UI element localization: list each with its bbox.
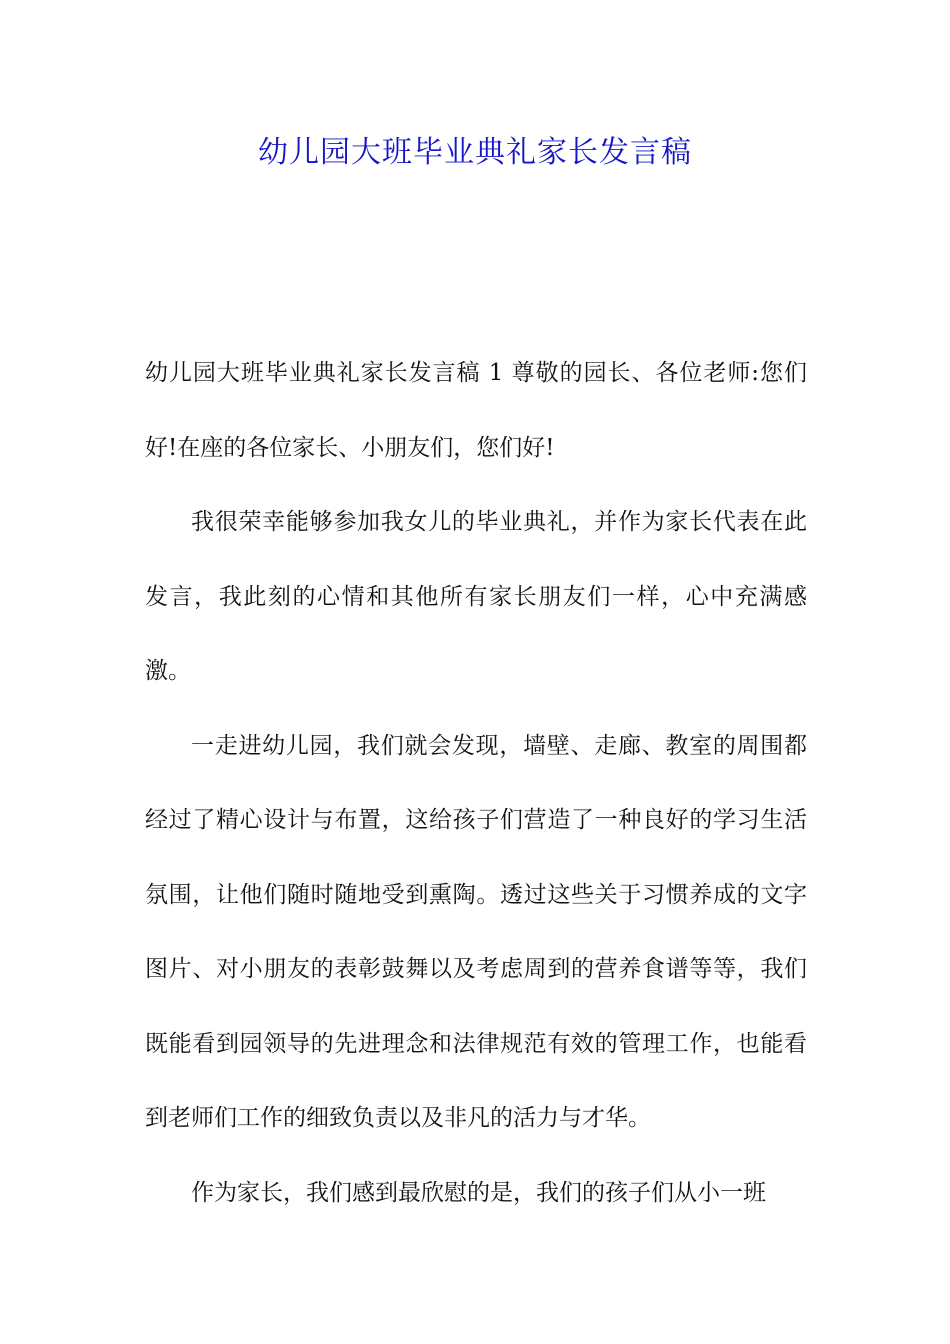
document-title: 幼儿园大班毕业典礼家长发言稿 — [258, 135, 692, 170]
paragraph-2: 我很荣幸能够参加我女儿的毕业典礼，并作为家长代表在此发言，我此刻的心情和其他所有家长朋友们一样，心中充满感激。 — [145, 509, 807, 684]
paragraph-3: 一走进幼儿园，我们就会发现，墙壁、走廊、教室的周围都经过了精心设计与布置，这给孩子们营造了一种良好的学习生活氛围，让他们随时随地受到熏陶。透过这些关于习惯养成的文字图片、对小朋友的表彰鼓舞以及考虑周到的营养食谱等等，我们既能看到园领导的先进理念和法律规范有效的管理工作，也能看到老师们工作的细致负责以及非凡的活力与才华。 — [145, 732, 807, 1131]
paragraph-1: 幼儿园大班毕业典礼家长发言稿 1 尊敬的园长、各位老师:您们好!在座的各位家长、小朋友们，您们好! — [145, 360, 807, 461]
document-body — [145, 336, 807, 1230]
paragraph-4: 作为家长，我们感到最欣慰的是，我们的孩子们从小一班 — [191, 1179, 766, 1206]
